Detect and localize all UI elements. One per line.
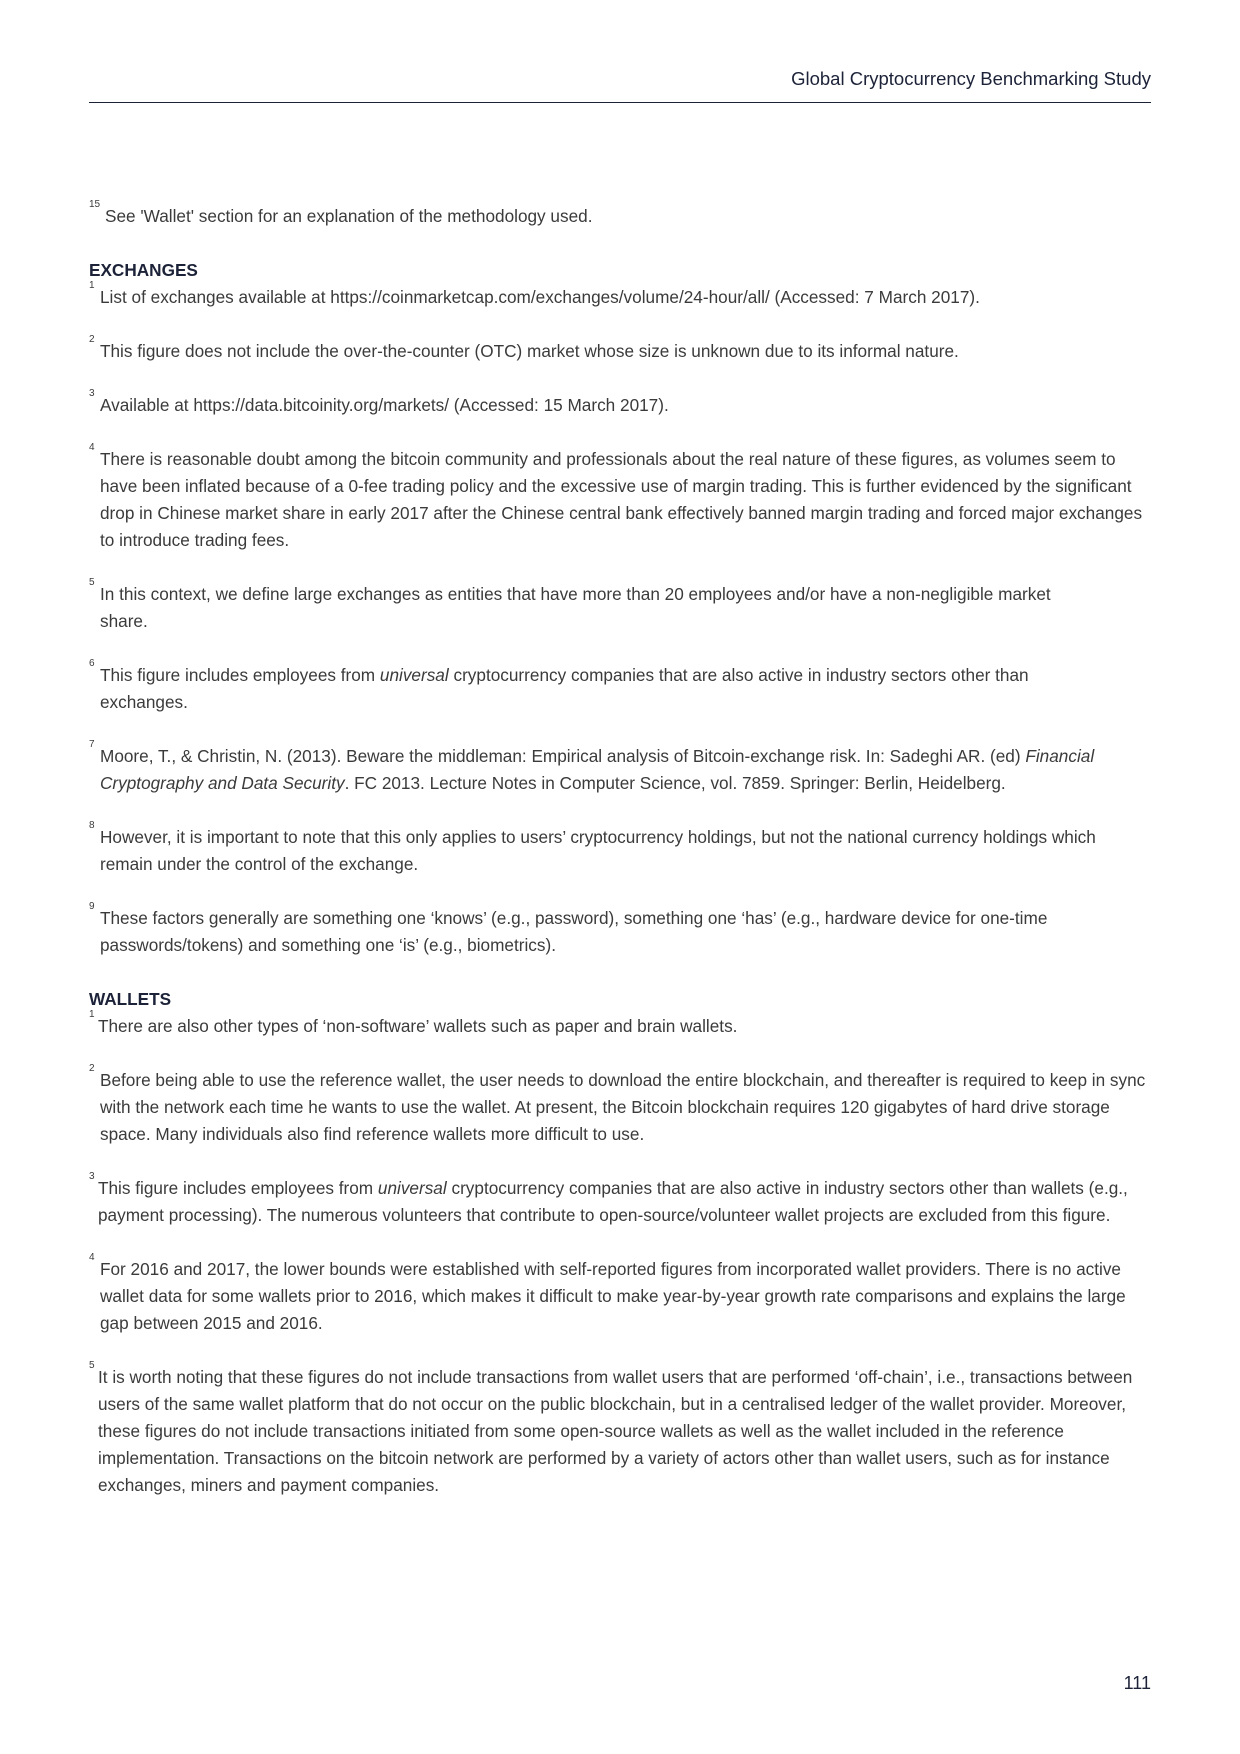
endnote-wallets-2 [89, 1063, 1151, 1148]
endnote-number: 1 [89, 280, 95, 291]
endnote-text [100, 743, 1151, 797]
endnote-exchanges-2 [89, 334, 1151, 365]
section-heading-wallets: WALLETS [89, 989, 172, 1009]
endnote-text: For 2016 and 2017, the lower bounds were established with self-reported figures from incorporated wallet providers. There is no active wallet data for some wallets prior to 2016, which makes it difficult to make year-by-year growth rate comparisons and explains the large gap between 2015 and 2016. [100, 1259, 1126, 1333]
endnote-text: In this context, we define large exchanges as entities that have more than 20 employees and/or have a non-negligible market share. [100, 584, 1051, 631]
endnote-number: 1 [89, 1009, 95, 1020]
endnote-text: However, it is important to note that this only applies to users’ cryptocurrency holdings, but not the national currency holdings which remain under the control of the exchange. [100, 827, 1096, 874]
text-run-italic: universal [377, 1178, 447, 1198]
text-run: cryptocurrency companies that are also active in industry sectors other than exchanges. [100, 665, 1029, 712]
exchanges-section [89, 257, 1151, 959]
text-run-italic: Financial Cryptography and Data Security [100, 746, 1095, 793]
text-run: . FC 2013. Lecture Notes in Computer Science, vol. 7859. Springer: Berlin, Heidelberg. [344, 773, 1006, 793]
endnote-exchanges-1 [89, 280, 1151, 311]
text-run-italic: universal [379, 665, 449, 685]
text-run: This figure includes employees from [100, 665, 380, 685]
endnote-number: 9 [89, 901, 95, 912]
header-divider [89, 102, 1151, 103]
endnote-text: Before being able to use the reference wallet, the user needs to download the entire blockchain, and thereafter is required to keep in sync with the network each time he wants to use the wallet. At present, the Bitcoin blockchain requires 120 gigabytes of hard drive storage space. Many individuals also find reference wallets more difficult to use. [100, 1070, 1146, 1144]
endnote-exchanges-4 [89, 442, 1151, 554]
endnote-text: There are also other types of ‘non-software’ wallets such as paper and brain wallets. [98, 1016, 738, 1036]
endnote-number: 15 [89, 199, 101, 210]
document-title: Global Cryptocurrency Benchmarking Study [791, 68, 1151, 89]
endnote-wallets-5 [89, 1360, 1151, 1499]
endnote-number: 5 [89, 1360, 95, 1371]
page-number: 111 [1123, 1673, 1151, 1693]
wallets-section [89, 986, 1151, 1499]
endnote-number: 7 [89, 739, 95, 750]
endnotes [89, 199, 1151, 1526]
text-run: Moore, T., & Christin, N. (2013). Beware the middleman: Empirical analysis of Bitcoin-exchange risk. In: Sadeghi AR. (ed) [100, 746, 1026, 766]
endnote-number: 5 [89, 577, 95, 588]
section-heading-exchanges: EXCHANGES [89, 260, 198, 280]
endnote-text: There is reasonable doubt among the bitcoin community and professionals about the real nature of these figures, as volumes seem to have been inflated because of a 0-fee trading policy and the excessive use of margin trading. This is further evidenced by the significant drop in Chinese market share in early 2017 after the Chinese central bank effectively banned margin trading and forced major exchanges to introduce trading fees. [100, 449, 1143, 550]
endnote-wallets-1 [89, 1009, 1151, 1040]
endnote-intro [89, 199, 1151, 230]
endnote-number: 4 [89, 1252, 95, 1263]
endnote-text [100, 662, 1151, 716]
endnote-text: This figure does not include the over-the-counter (OTC) market whose size is unknown due to its informal nature. [100, 341, 959, 361]
endnote-text: It is worth noting that these figures do not include transactions from wallet users that are performed ‘off-chain’, i.e., transactions between users of the same wallet platform that do not occur on the public blockchain, but in a centralised ledger of the wallet provider. Moreover, these figures do not include transactions initiated from some open-source wallets as well as the wallet included in the reference implementation. Transactions on the bitcoin network are performed by a variety of actors other than wallet users, such as for instance exchanges, miners and payment companies. [98, 1367, 1133, 1495]
endnote-text: Available at https://data.bitcoinity.org/markets/ (Accessed: 15 March 2017). [100, 395, 669, 415]
endnote-text: These factors generally are something one ‘knows’ (e.g., password), something one ‘has’ (e.g., hardware device for one-time passwords/tokens) and something one ‘is’ (e.g., biometrics). [100, 908, 1048, 955]
endnote-exchanges-3 [89, 388, 1151, 419]
endnote-text: List of exchanges available at https://coinmarketcap.com/exchanges/volume/24-hour/all/ (Accessed: 7 March 2017). [100, 287, 980, 307]
endnote-text [98, 1175, 1151, 1229]
text-run: This figure includes employees from [98, 1178, 378, 1198]
endnote-wallets-4 [89, 1252, 1151, 1337]
endnote-exchanges-7 [89, 739, 1151, 797]
endnote-number: 3 [89, 1171, 95, 1182]
endnote-number: 4 [89, 442, 95, 453]
endnote-wallets-3 [89, 1171, 1151, 1229]
endnote-number: 3 [89, 388, 95, 399]
endnote-number: 6 [89, 658, 95, 669]
endnote-text: See 'Wallet' section for an explanation of the methodology used. [105, 206, 593, 226]
endnote-exchanges-5 [89, 577, 1151, 635]
endnote-exchanges-9 [89, 901, 1151, 959]
endnote-exchanges-8 [89, 820, 1151, 878]
endnote-exchanges-6 [89, 658, 1151, 716]
endnote-number: 8 [89, 820, 95, 831]
endnote-number: 2 [89, 1063, 95, 1074]
text-run: cryptocurrency companies that are also active in industry sectors other than wallets (e.g., payment processing). The numerous volunteers that contribute to open-source/volunteer wallet projects are excluded from this figure. [98, 1178, 1128, 1225]
endnote-number: 2 [89, 334, 95, 345]
